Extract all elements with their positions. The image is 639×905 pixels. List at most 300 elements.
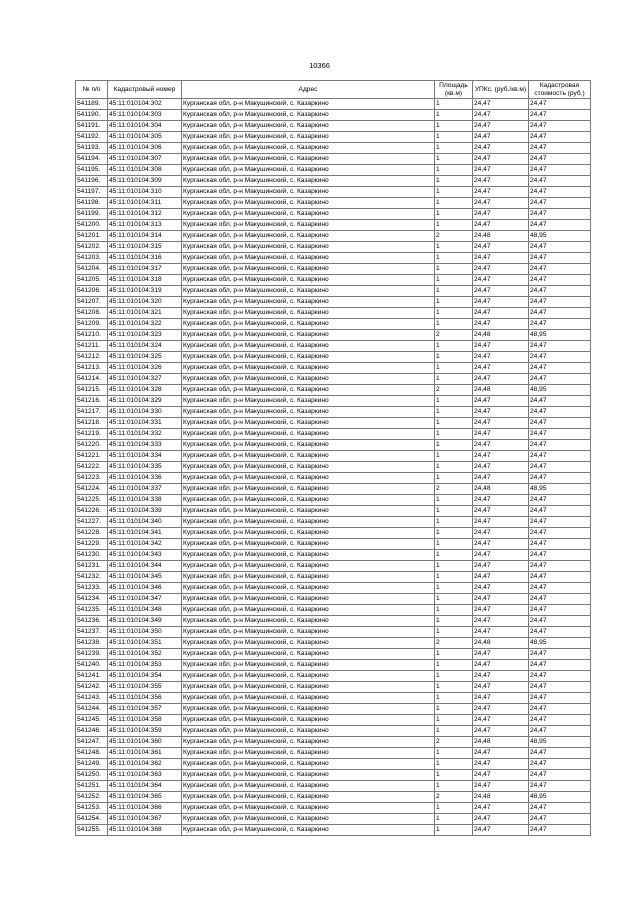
cell-cost: 24,47 (529, 286, 591, 297)
cell-upks: 24,47 (473, 825, 529, 836)
cell-cadastral: 45:11:010104:320 (108, 297, 182, 308)
table-row (76, 726, 591, 737)
cell-cadastral: 45:11:010104:321 (108, 308, 182, 319)
cell-area: 2 (435, 638, 473, 649)
cell-area: 1 (435, 671, 473, 682)
cell-cost: 24,47 (529, 176, 591, 187)
cell-area: 1 (435, 99, 473, 110)
cell-num: 541197. (76, 187, 108, 198)
cell-upks: 24,47 (473, 539, 529, 550)
cell-num: 541226. (76, 506, 108, 517)
cell-upks: 24,47 (473, 275, 529, 286)
cell-area: 1 (435, 143, 473, 154)
cell-cadastral: 45:11:010104:346 (108, 583, 182, 594)
cell-num: 541233. (76, 583, 108, 594)
cell-cost: 24,47 (529, 418, 591, 429)
table-row (76, 462, 591, 473)
table-row (76, 627, 591, 638)
table-row (76, 374, 591, 385)
cell-num: 541225. (76, 495, 108, 506)
cell-address: Курганская обл, р-н Макушинский, с. Казаркино (182, 341, 435, 352)
cell-upks: 24,47 (473, 264, 529, 275)
cell-address: Курганская обл, р-н Макушинский, с. Казаркино (182, 187, 435, 198)
table-row (76, 220, 591, 231)
cell-cost: 24,47 (529, 748, 591, 759)
cell-address: Курганская обл, р-н Макушинский, с. Казаркино (182, 330, 435, 341)
cell-address: Курганская обл, р-н Макушинский, с. Казаркино (182, 550, 435, 561)
cell-cadastral: 45:11:010104:332 (108, 429, 182, 440)
cell-address: Курганская обл, р-н Макушинский, с. Казаркино (182, 132, 435, 143)
table-row (76, 495, 591, 506)
cell-cadastral: 45:11:010104:338 (108, 495, 182, 506)
cell-num: 541232. (76, 572, 108, 583)
table-row (76, 363, 591, 374)
cell-cost: 24,47 (529, 770, 591, 781)
cell-num: 541254. (76, 814, 108, 825)
cell-cost: 24,47 (529, 550, 591, 561)
table-row (76, 121, 591, 132)
cell-num: 541243. (76, 693, 108, 704)
cell-address: Курганская обл, р-н Макушинский, с. Казаркино (182, 671, 435, 682)
cell-cost: 24,47 (529, 528, 591, 539)
header-cost: Кадастровая стоимость (руб.) (529, 81, 591, 99)
cell-cadastral: 45:11:010104:303 (108, 110, 182, 121)
table-row (76, 209, 591, 220)
header-address: Адрес (182, 81, 435, 99)
cell-area: 1 (435, 429, 473, 440)
cell-address: Курганская обл, р-н Макушинский, с. Казаркино (182, 594, 435, 605)
cell-cost: 48,95 (529, 231, 591, 242)
table-row (76, 748, 591, 759)
cell-num: 541224. (76, 484, 108, 495)
cell-cadastral: 45:11:010104:318 (108, 275, 182, 286)
cell-upks: 24,47 (473, 121, 529, 132)
cell-address: Курганская обл, р-н Макушинский, с. Казаркино (182, 715, 435, 726)
cell-area: 1 (435, 363, 473, 374)
cell-upks: 24,47 (473, 748, 529, 759)
cell-num: 541218. (76, 418, 108, 429)
table-row (76, 825, 591, 836)
cell-upks: 24,47 (473, 528, 529, 539)
cell-cost: 24,47 (529, 605, 591, 616)
cell-address: Курганская обл, р-н Макушинский, с. Казаркино (182, 572, 435, 583)
cell-address: Курганская обл, р-н Макушинский, с. Казаркино (182, 220, 435, 231)
cell-address: Курганская обл, р-н Макушинский, с. Казаркино (182, 495, 435, 506)
table-row (76, 583, 591, 594)
table-body (76, 99, 591, 836)
cell-area: 1 (435, 286, 473, 297)
cell-cost: 24,47 (529, 253, 591, 264)
cell-num: 541206. (76, 286, 108, 297)
cell-address: Курганская обл, р-н Макушинский, с. Казаркино (182, 517, 435, 528)
cell-num: 541247. (76, 737, 108, 748)
cell-num: 541249. (76, 759, 108, 770)
cell-upks: 24,47 (473, 220, 529, 231)
cell-area: 1 (435, 506, 473, 517)
table-row (76, 297, 591, 308)
cell-area: 1 (435, 539, 473, 550)
cell-cadastral: 45:11:010104:306 (108, 143, 182, 154)
cell-address: Курганская обл, р-н Макушинский, с. Казаркино (182, 154, 435, 165)
cell-cost: 24,47 (529, 132, 591, 143)
cell-num: 541191. (76, 121, 108, 132)
cell-num: 541234. (76, 594, 108, 605)
cell-cost: 24,47 (529, 462, 591, 473)
cell-num: 541208. (76, 308, 108, 319)
cell-address: Курганская обл, р-н Макушинский, с. Казаркино (182, 561, 435, 572)
cell-cost: 24,47 (529, 308, 591, 319)
cell-num: 541238. (76, 638, 108, 649)
cadastral-table (75, 80, 591, 836)
cell-num: 541242. (76, 682, 108, 693)
cell-area: 1 (435, 605, 473, 616)
cell-cadastral: 45:11:010104:327 (108, 374, 182, 385)
cell-num: 541193. (76, 143, 108, 154)
table-row (76, 341, 591, 352)
table-row (76, 264, 591, 275)
cell-cadastral: 45:11:010104:323 (108, 330, 182, 341)
cell-cost: 24,47 (529, 539, 591, 550)
cell-cadastral: 45:11:010104:344 (108, 561, 182, 572)
cell-upks: 24,47 (473, 154, 529, 165)
cell-upks: 24,47 (473, 594, 529, 605)
cell-cadastral: 45:11:010104:361 (108, 748, 182, 759)
cell-address: Курганская обл, р-н Макушинский, с. Казаркино (182, 242, 435, 253)
cell-num: 541207. (76, 297, 108, 308)
cell-cost: 24,47 (529, 759, 591, 770)
cell-cadastral: 45:11:010104:316 (108, 253, 182, 264)
cell-area: 1 (435, 693, 473, 704)
cell-upks: 24,47 (473, 132, 529, 143)
cell-cadastral: 45:11:010104:325 (108, 352, 182, 363)
cell-num: 541231. (76, 561, 108, 572)
cell-address: Курганская обл, р-н Макушинский, с. Казаркино (182, 429, 435, 440)
cell-cadastral: 45:11:010104:343 (108, 550, 182, 561)
cell-num: 541251. (76, 781, 108, 792)
cell-cadastral: 45:11:010104:324 (108, 341, 182, 352)
cell-upks: 24,47 (473, 770, 529, 781)
cell-area: 2 (435, 484, 473, 495)
table-row (76, 682, 591, 693)
cell-cost: 24,47 (529, 682, 591, 693)
cell-cadastral: 45:11:010104:308 (108, 165, 182, 176)
cell-upks: 24,47 (473, 319, 529, 330)
table-row (76, 704, 591, 715)
cell-upks: 24,47 (473, 187, 529, 198)
cell-cost: 24,47 (529, 121, 591, 132)
cell-cost: 24,47 (529, 451, 591, 462)
cell-cadastral: 45:11:010104:355 (108, 682, 182, 693)
cell-area: 1 (435, 121, 473, 132)
cell-address: Курганская обл, р-н Макушинский, с. Казаркино (182, 385, 435, 396)
cell-address: Курганская обл, р-н Макушинский, с. Казаркино (182, 693, 435, 704)
header-upks: УПКс. (руб./кв.м) (473, 81, 529, 99)
cell-area: 1 (435, 253, 473, 264)
header-area: Площадь (кв.м) (435, 81, 473, 99)
cell-cost: 24,47 (529, 187, 591, 198)
cell-cost: 24,47 (529, 572, 591, 583)
cell-address: Курганская обл, р-н Макушинский, с. Казаркино (182, 143, 435, 154)
cell-num: 541203. (76, 253, 108, 264)
cell-num: 541199. (76, 209, 108, 220)
cell-area: 1 (435, 517, 473, 528)
table-row (76, 319, 591, 330)
cell-upks: 24,47 (473, 572, 529, 583)
table-row (76, 660, 591, 671)
cell-cadastral: 45:11:010104:353 (108, 660, 182, 671)
table-row (76, 781, 591, 792)
cell-num: 541216. (76, 396, 108, 407)
table-row (76, 110, 591, 121)
cell-upks: 24,48 (473, 638, 529, 649)
table-row (76, 539, 591, 550)
cell-upks: 24,47 (473, 308, 529, 319)
cell-address: Курганская обл, р-н Макушинский, с. Казаркино (182, 759, 435, 770)
cell-num: 541223. (76, 473, 108, 484)
cell-cadastral: 45:11:010104:342 (108, 539, 182, 550)
table-row (76, 198, 591, 209)
cell-upks: 24,47 (473, 374, 529, 385)
cell-area: 1 (435, 319, 473, 330)
cell-upks: 24,47 (473, 693, 529, 704)
cell-upks: 24,47 (473, 616, 529, 627)
cell-area: 1 (435, 418, 473, 429)
cell-upks: 24,47 (473, 781, 529, 792)
table-row (76, 396, 591, 407)
cell-address: Курганская обл, р-н Макушинский, с. Казаркино (182, 737, 435, 748)
cell-address: Курганская обл, р-н Макушинский, с. Казаркино (182, 253, 435, 264)
cell-num: 541241. (76, 671, 108, 682)
cell-area: 2 (435, 330, 473, 341)
cell-num: 541190. (76, 110, 108, 121)
cell-cadastral: 45:11:010104:350 (108, 627, 182, 638)
table-row (76, 176, 591, 187)
cell-cadastral: 45:11:010104:304 (108, 121, 182, 132)
table-row (76, 693, 591, 704)
cell-cost: 48,95 (529, 638, 591, 649)
cell-cost: 24,47 (529, 660, 591, 671)
cell-cost: 24,47 (529, 319, 591, 330)
cell-area: 1 (435, 462, 473, 473)
table-row (76, 803, 591, 814)
cell-cadastral: 45:11:010104:305 (108, 132, 182, 143)
cell-cadastral: 45:11:010104:341 (108, 528, 182, 539)
cell-upks: 24,48 (473, 792, 529, 803)
cell-num: 541217. (76, 407, 108, 418)
cell-area: 1 (435, 649, 473, 660)
cell-upks: 24,47 (473, 396, 529, 407)
cell-num: 541219. (76, 429, 108, 440)
cell-num: 541200. (76, 220, 108, 231)
cell-num: 541215. (76, 385, 108, 396)
cell-num: 541222. (76, 462, 108, 473)
cell-area: 2 (435, 737, 473, 748)
cell-num: 541253. (76, 803, 108, 814)
cell-num: 541196. (76, 176, 108, 187)
cell-upks: 24,48 (473, 737, 529, 748)
table-row (76, 352, 591, 363)
cell-address: Курганская обл, р-н Макушинский, с. Казаркино (182, 528, 435, 539)
table-row (76, 275, 591, 286)
cell-area: 1 (435, 616, 473, 627)
cell-cost: 24,47 (529, 143, 591, 154)
cell-upks: 24,47 (473, 440, 529, 451)
cell-area: 1 (435, 187, 473, 198)
cell-cadastral: 45:11:010104:362 (108, 759, 182, 770)
cell-area: 1 (435, 528, 473, 539)
cell-upks: 24,47 (473, 803, 529, 814)
cell-area: 1 (435, 242, 473, 253)
table-row (76, 517, 591, 528)
cell-cadastral: 45:11:010104:340 (108, 517, 182, 528)
cell-cost: 24,47 (529, 165, 591, 176)
cell-cost: 24,47 (529, 209, 591, 220)
cell-area: 2 (435, 231, 473, 242)
table-row (76, 484, 591, 495)
table-row (76, 638, 591, 649)
cell-address: Курганская обл, р-н Макушинский, с. Казаркино (182, 275, 435, 286)
cell-upks: 24,48 (473, 330, 529, 341)
cell-address: Курганская обл, р-н Макушинский, с. Казаркино (182, 407, 435, 418)
cell-cost: 24,47 (529, 561, 591, 572)
cell-upks: 24,47 (473, 176, 529, 187)
cell-num: 541250. (76, 770, 108, 781)
table-row (76, 671, 591, 682)
cell-cadastral: 45:11:010104:309 (108, 176, 182, 187)
cell-upks: 24,47 (473, 198, 529, 209)
cell-num: 541248. (76, 748, 108, 759)
cell-area: 1 (435, 583, 473, 594)
cell-cost: 24,47 (529, 825, 591, 836)
cell-address: Курганская обл, р-н Макушинский, с. Казаркино (182, 682, 435, 693)
table-row (76, 165, 591, 176)
cell-area: 1 (435, 660, 473, 671)
cell-address: Курганская обл, р-н Макушинский, с. Казаркино (182, 704, 435, 715)
table-row (76, 550, 591, 561)
table-row (76, 231, 591, 242)
cell-address: Курганская обл, р-н Макушинский, с. Казаркино (182, 231, 435, 242)
table-row (76, 154, 591, 165)
cell-area: 1 (435, 308, 473, 319)
table-header (76, 81, 591, 99)
cell-area: 1 (435, 627, 473, 638)
cell-upks: 24,47 (473, 671, 529, 682)
cell-address: Курганская обл, р-н Макушинский, с. Казаркино (182, 605, 435, 616)
cell-upks: 24,47 (473, 99, 529, 110)
cell-cadastral: 45:11:010104:314 (108, 231, 182, 242)
cell-cost: 24,47 (529, 704, 591, 715)
cell-cost: 24,47 (529, 649, 591, 660)
table-row (76, 440, 591, 451)
cell-num: 541205. (76, 275, 108, 286)
table-row (76, 418, 591, 429)
cell-cadastral: 45:11:010104:334 (108, 451, 182, 462)
cell-area: 1 (435, 759, 473, 770)
cell-cadastral: 45:11:010104:336 (108, 473, 182, 484)
cell-cost: 48,95 (529, 737, 591, 748)
cell-area: 1 (435, 682, 473, 693)
cell-upks: 24,48 (473, 385, 529, 396)
cell-upks: 24,47 (473, 297, 529, 308)
cell-cadastral: 45:11:010104:319 (108, 286, 182, 297)
cell-address: Курганская обл, р-н Макушинский, с. Казаркино (182, 418, 435, 429)
cell-area: 1 (435, 154, 473, 165)
cell-address: Курганская обл, р-н Макушинский, с. Казаркино (182, 308, 435, 319)
cell-cadastral: 45:11:010104:322 (108, 319, 182, 330)
cell-address: Курганская обл, р-н Макушинский, с. Казаркино (182, 484, 435, 495)
cell-num: 541245. (76, 715, 108, 726)
cell-area: 1 (435, 473, 473, 484)
cell-area: 1 (435, 825, 473, 836)
cell-cost: 24,47 (529, 693, 591, 704)
cell-num: 541246. (76, 726, 108, 737)
cell-upks: 24,48 (473, 231, 529, 242)
cell-address: Курганская обл, р-н Макушинский, с. Казаркино (182, 814, 435, 825)
cell-area: 1 (435, 572, 473, 583)
cell-address: Курганская обл, р-н Макушинский, с. Казаркино (182, 99, 435, 110)
cell-cadastral: 45:11:010104:335 (108, 462, 182, 473)
cell-area: 1 (435, 781, 473, 792)
cell-area: 1 (435, 451, 473, 462)
table-row (76, 242, 591, 253)
cell-cost: 24,47 (529, 198, 591, 209)
cell-area: 1 (435, 440, 473, 451)
cell-cadastral: 45:11:010104:345 (108, 572, 182, 583)
page-number: 10366 (309, 61, 330, 70)
cell-upks: 24,47 (473, 341, 529, 352)
cell-upks: 24,47 (473, 517, 529, 528)
table-row (76, 759, 591, 770)
cell-address: Курганская обл, р-н Макушинский, с. Казаркино (182, 286, 435, 297)
cell-cadastral: 45:11:010104:310 (108, 187, 182, 198)
cell-num: 541210. (76, 330, 108, 341)
cell-upks: 24,47 (473, 715, 529, 726)
cell-area: 1 (435, 220, 473, 231)
cell-num: 541227. (76, 517, 108, 528)
cell-address: Курганская обл, р-н Макушинский, с. Казаркино (182, 803, 435, 814)
cell-address: Курганская обл, р-н Макушинский, с. Казаркино (182, 638, 435, 649)
cell-upks: 24,47 (473, 286, 529, 297)
header-num: № п/п (76, 81, 108, 99)
cell-cost: 24,47 (529, 341, 591, 352)
cell-upks: 24,47 (473, 165, 529, 176)
cell-upks: 24,47 (473, 726, 529, 737)
cell-area: 1 (435, 726, 473, 737)
cell-cost: 24,47 (529, 374, 591, 385)
cell-address: Курганская обл, р-н Макушинский, с. Казаркино (182, 539, 435, 550)
table-row (76, 616, 591, 627)
table-row (76, 429, 591, 440)
cell-area: 1 (435, 814, 473, 825)
cell-cost: 24,47 (529, 110, 591, 121)
table-row (76, 814, 591, 825)
cell-area: 1 (435, 352, 473, 363)
cell-address: Курганская обл, р-н Макушинский, с. Казаркино (182, 121, 435, 132)
cell-upks: 24,47 (473, 429, 529, 440)
cell-area: 1 (435, 341, 473, 352)
cell-upks: 24,47 (473, 814, 529, 825)
cell-address: Курганская обл, р-н Макушинский, с. Казаркино (182, 209, 435, 220)
cell-area: 1 (435, 550, 473, 561)
cell-address: Курганская обл, р-н Макушинский, с. Казаркино (182, 627, 435, 638)
cell-upks: 24,47 (473, 473, 529, 484)
cell-cadastral: 45:11:010104:367 (108, 814, 182, 825)
cell-address: Курганская обл, р-н Макушинский, с. Казаркино (182, 473, 435, 484)
cell-cost: 24,47 (529, 440, 591, 451)
table-row (76, 143, 591, 154)
cell-area: 1 (435, 748, 473, 759)
cell-num: 541202. (76, 242, 108, 253)
